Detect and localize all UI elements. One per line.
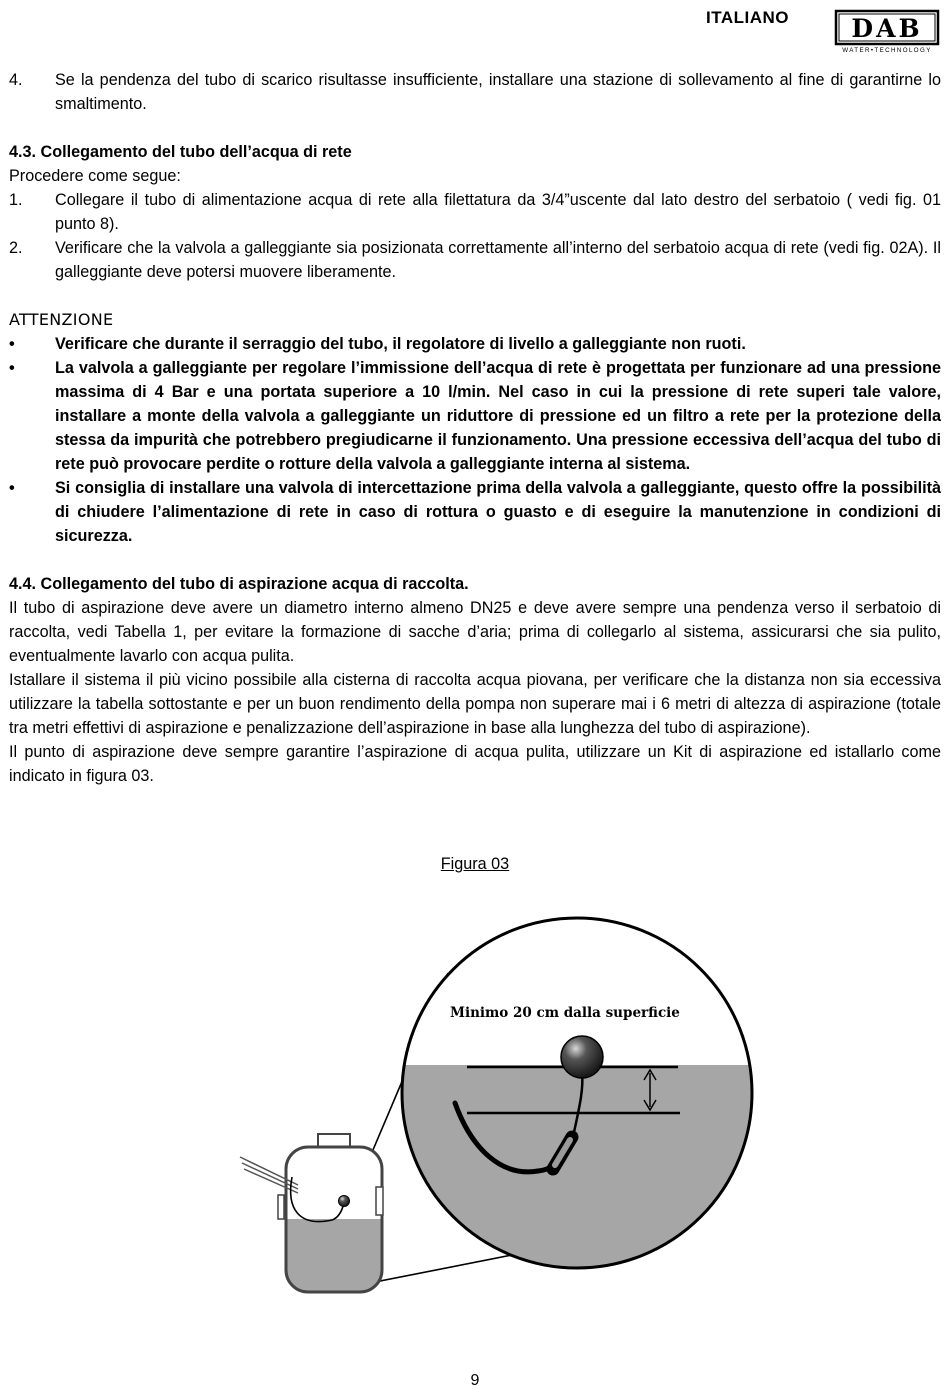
bullet-icon: • [9,479,15,497]
item-number: 4. [9,71,23,89]
bullet-item [9,332,941,356]
item-text: Collegare il tubo di alimentazione acqua di rete alla filettatura da 3/4”uscente dal lato destro del serbatoio ( vedi fig. 01 punto 8). [55,191,941,233]
list-item [9,236,941,284]
page-number: 9 [470,1372,480,1389]
attention-heading: ATTENZIONE [9,310,114,329]
item-number: 2. [9,239,23,257]
item-text: Verificare che la valvola a galleggiante sia posizionata correttamente all’interno del serbatoio acqua di rete (vedi fig. 02A). Il galleggiante deve potersi muovere liberamente. [55,239,941,281]
figure-03-illustration [220,885,940,1325]
logo-subtext: WATER•TECHNOLOGY [842,47,932,54]
list-item [9,188,941,236]
document-body [9,68,941,788]
item-number: 1. [9,191,23,209]
bullet-text: La valvola a galleggiante per regolare l’immissione dell’acqua di rete è progettata per funzionare ad una pressione massima di 4 Bar e una portata superiore a 10 l/min. Nel caso in cui la pressione di rete superi tale valore, installare a monte della valvola a galleggiante un riduttore di pressione ed un filtro a rete per la protezione della stessa da impurità che potrebbero pregiudicarne il funzionamento. Una pressione eccessiva dell’acqua del tubo di rete può provocare perdite o rotture della valvola a galleggiante interna al sistema. [55,359,941,473]
float-ball [561,1036,603,1078]
bullet-icon: • [9,335,15,353]
figure-label: Minimo 20 cm dalla superficie [450,1005,680,1021]
bullet-text: Verificare che durante il serraggio del tubo, il regolatore di livello a galleggiante non ruoti. [55,335,746,353]
paragraph: Il punto di aspirazione deve sempre garantire l’aspirazione di acqua pulita, utilizzare un Kit di aspirazione ed istallarlo come indicato in figura 03. [9,743,941,785]
paragraph: Istallare il sistema il più vicino possibile alla cisterna di raccolta acqua piovana, per verificare che la distanza non sia eccessiva utilizzare la tabella sottostante e per un buon rendimento della pompa non superare mai i 6 metri di altezza di aspirazione (totale tra metri effettivi di aspirazione e penalizzazione dell’aspirazione in base alla lunghezza del tubo di aspirazione). [9,671,941,737]
section-heading: 4.3. Collegamento del tubo dell’acqua di rete [9,143,352,161]
list-item [9,68,941,116]
paragraph: Il tubo di aspirazione deve avere un diametro interno almeno DN25 e deve avere sempre una pendenza verso il serbatoio di raccolta, vedi Tabella 1, per evitare la formazione di sacche d’aria; prima di collegarlo al sistema, assicurarsi che sia pulito, eventualmente lavarlo con acqua pulita. [9,599,941,665]
section-intro: Procedere come segue: [9,167,181,185]
rainwater-tank [240,1134,390,1299]
bullet-text: Si consiglia di installare una valvola di intercettazione prima della valvola a galleggiante, questo offre la possibilità di chiudere l’alimentazione di rete in caso di rottura o guasto e di eseguire la manutenzione in condizioni di sicurezza. [55,479,941,545]
bullet-icon: • [9,359,15,377]
section-heading: 4.4. Collegamento del tubo di aspirazione acqua di raccolta. [9,575,469,593]
bullet-item [9,356,941,476]
language-label: ITALIANO [706,8,790,27]
item-text: Se la pendenza del tubo di scarico risultasse insufficiente, installare una stazione di sollevamento al fine di garantirne lo smaltimento. [55,71,941,113]
figure-title: Figura 03 [440,855,510,873]
dab-logo [833,8,941,54]
bullet-item [9,476,941,548]
logo-text: DAB [851,14,923,43]
